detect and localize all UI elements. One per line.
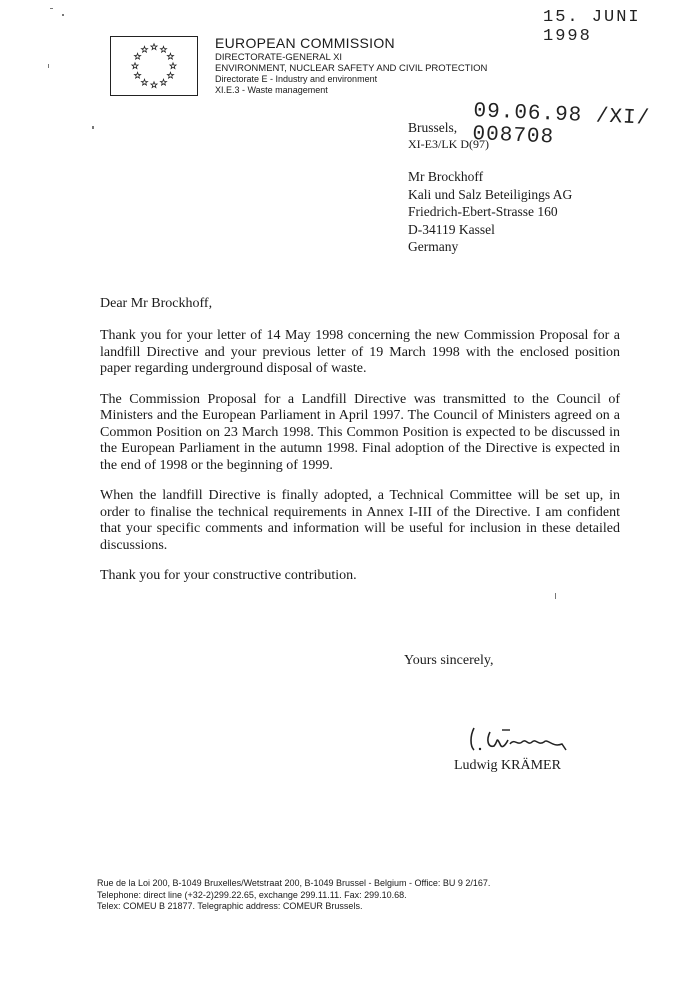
star-icon — [141, 46, 147, 52]
scan-mark — [92, 126, 94, 129]
directorate-line: Directorate E - Industry and environment — [215, 73, 378, 84]
reference-line: XI-E3/LK D(97) — [408, 137, 489, 151]
recipient-street: Friedrich-Ebert-Strasse 160 — [408, 204, 558, 219]
letterhead — [215, 35, 487, 95]
paragraph: Thank you for your constructive contribution. — [100, 568, 357, 583]
department-line: ENVIRONMENT, NUCLEAR SAFETY AND CIVIL PROTECTION — [215, 62, 488, 74]
city-line: Brussels, — [408, 120, 458, 135]
closing: Yours sincerely, — [404, 653, 494, 668]
received-date-stamp: 15. JUNI 1998 — [543, 8, 641, 46]
recipient-address — [408, 168, 572, 256]
star-icon — [135, 53, 141, 59]
star-icon — [151, 44, 157, 50]
recipient-country: Germany — [408, 239, 459, 254]
signer-name: Ludwig KRÄMER — [454, 758, 561, 773]
scan-mark — [62, 14, 64, 16]
scan-mark — [555, 593, 556, 599]
star-icon — [160, 46, 166, 52]
footer-address-line: Rue de la Loi 200, B-1049 Bruxelles/Wetstraat 200, B-1049 Brussel - Belgium - Office: BU 9 2/167. — [97, 878, 491, 888]
star-icon — [167, 53, 173, 59]
paragraph: The Commission Proposal for a Landfill Directive was transmitted to the Council of Ministers and the European Parliament in April 1997. The Council of Ministers agreed on a Common Position on 23 March 1998. This Common Position is expected to be discussed in the European Parliament in the autumn 1998. Final adoption of the Directive is expected in the end of 1998 or the beginning of 1999. — [100, 391, 620, 473]
recipient-company: Kali und Salz Beteiligings AG — [408, 186, 573, 202]
scan-mark — [50, 8, 53, 9]
paragraph: Thank you for your letter of 14 May 1998 concerning the new Commission Proposal for a landfill Directive and your previous letter of 19 March 1998 with the enclosed position paper regarding underground disposal of waste. — [100, 328, 620, 376]
star-icon — [135, 72, 141, 78]
star-icon — [141, 79, 147, 85]
letter-body — [100, 328, 620, 599]
recipient-city: D-34119 Kassel — [408, 221, 495, 237]
footer-telephone-line: Telephone: direct line (+32-2)299.22.65, exchange 299.11.11. Fax: 299.10.68. — [97, 889, 407, 900]
organization-name: EUROPEAN COMMISSION — [215, 35, 395, 51]
scan-mark — [48, 64, 49, 68]
star-icon — [151, 82, 157, 88]
eu-stars-icon — [111, 37, 197, 95]
signature-icon — [466, 722, 576, 756]
footer-telex-line: Telex: COMEU B 21877. Telegraphic address: COMEUR Brussels. — [97, 901, 363, 911]
directorate-general: DIRECTORATE-GENERAL XI — [215, 51, 343, 63]
recipient-name: Mr Brockhoff — [408, 169, 484, 184]
star-icon — [170, 63, 176, 69]
unit-line: XI.E.3 - Waste management — [215, 84, 328, 95]
footer-address — [97, 878, 490, 913]
salutation: Dear Mr Brockhoff, — [100, 296, 213, 311]
paragraph: When the landfill Directive is finally adopted, a Technical Committee will be set up, in order to finalise the technical requirements in Annex I-III of the Directive. I am confident that your specific comments and information will be useful for inclusion in these detailed discussions. — [100, 488, 620, 553]
star-icon — [167, 72, 173, 78]
star-icon — [132, 63, 138, 69]
star-icon — [160, 79, 166, 85]
eu-flag-icon — [110, 36, 198, 96]
registry-number-stamp: 09.06.98 /XI/ 008708 — [471, 100, 651, 150]
